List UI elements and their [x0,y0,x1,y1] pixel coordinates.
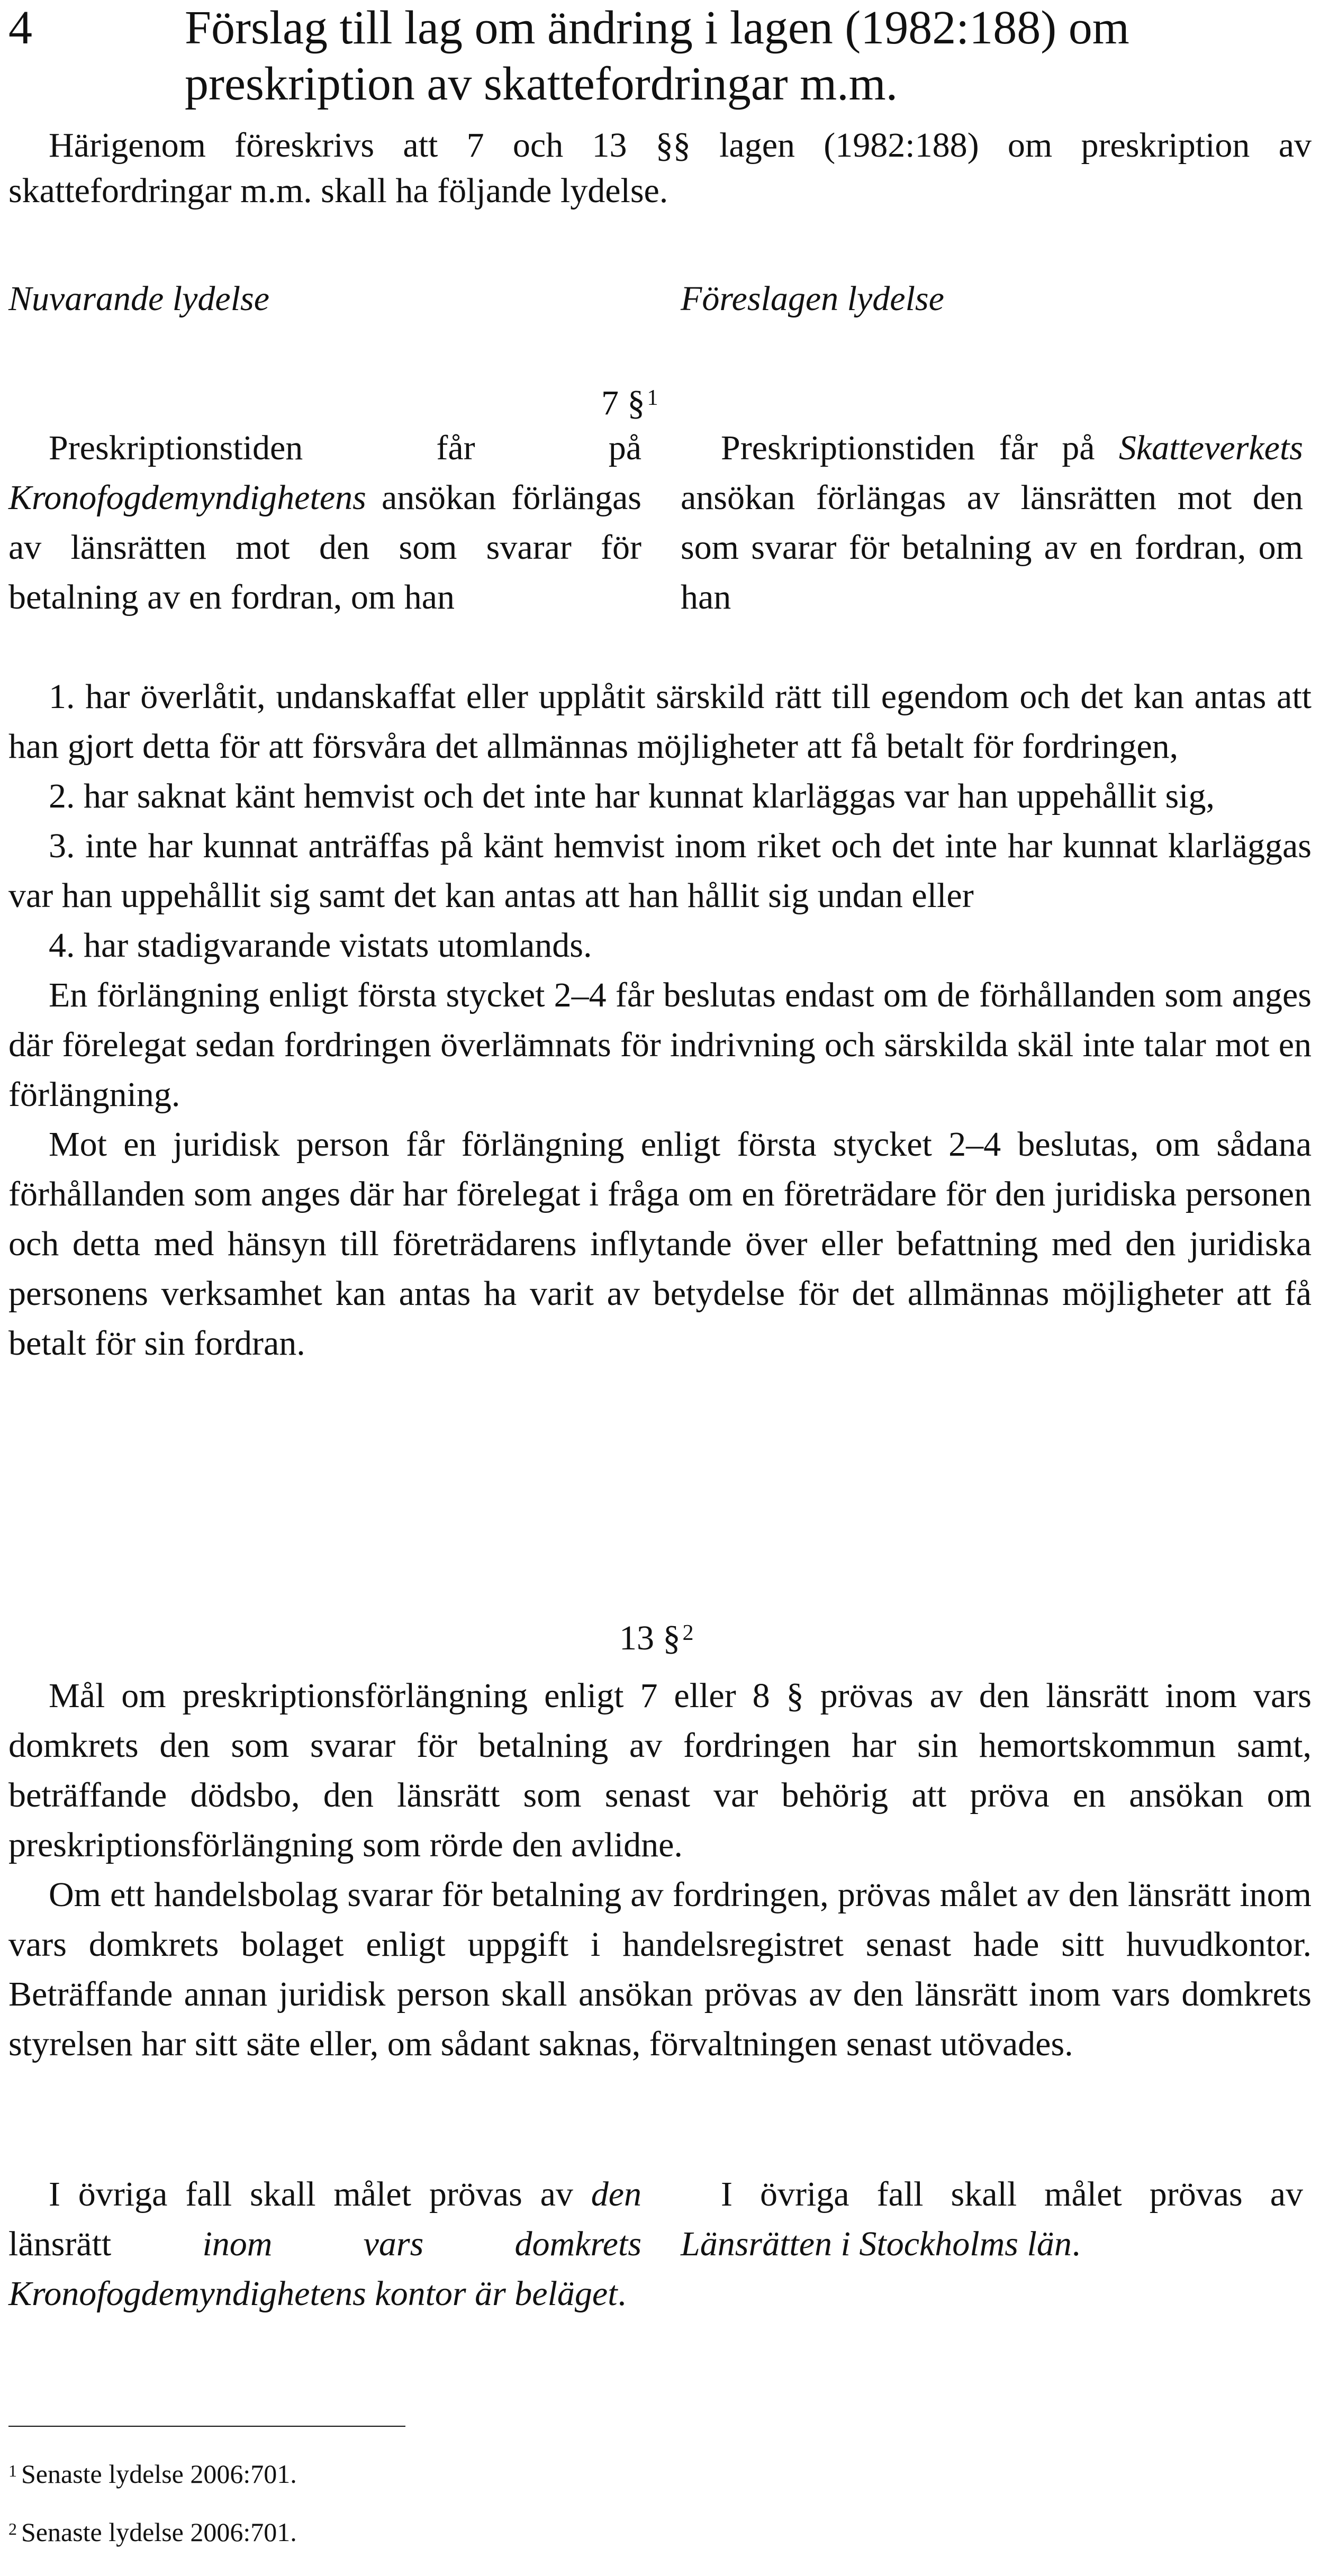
list-item: 4. har stadigvarande vistats utomlands. [49,926,592,965]
section-7-body [8,672,1312,1368]
paragraph-label-text: 7 § [601,384,645,422]
footnote-1 [8,2445,749,2503]
text-run: I övriga fall skall målet prövas av [721,2175,1303,2214]
paragraph-label-13 [619,1617,694,1659]
footnote-text: Senaste lydelse 2006:701. [21,2459,297,2489]
list-item: 2. har saknat känt hemvist och det inte har kunnat klarläggas var han uppehållit sig, [49,777,1215,815]
text-run: Preskriptionstiden får på [721,429,1119,467]
proposed-wording-7 [681,423,1303,622]
body-paragraph: Mot en juridisk person får förlängning enligt första stycket 2–4 beslutas, om sådana förhållanden som anges där har förelegat i fråga om en företrädare för den juridiska personen och detta med hänsyn till företrädarens inflytande över eller befattning med den juridiska personens verksamhet kan antas ha varit av betydelse för det allmännas möjligheter att få betalt för sin fordran. [8,1125,1312,1363]
section-number: 4 [8,2,32,54]
text-run: . [617,2274,627,2313]
proposed-wording-7-text [681,423,1303,622]
text-run: Preskriptionstiden får på [49,429,641,467]
italic-run: Kronofogdemyndighetens [8,478,366,517]
footnote-2 [8,2503,749,2561]
footnote-text: Senaste lydelse 2006:701. [21,2517,297,2547]
section-title: Förslag till lag om ändring i lagen (1982:188) om preskription av skattefordringar m.m. [185,2,1129,110]
current-wording-13 [8,2170,641,2319]
text-run: . [1071,2225,1081,2263]
list-item: 3. inte har kunnat anträffas på känt hemvist inom riket och det inte har kunnat klarläggas var han uppehållit sig samt det kan antas att han hållit sig undan eller [8,827,1312,915]
list-item: 1. har överlåtit, undanskaffat eller upplåtit särskild rätt till egendom och det kan antas att han gjort detta för att försvåra det allmännas möjligheter att få betalt för fordringen, [8,677,1312,766]
body-paragraph: En förlängning enligt första stycket 2–4 får beslutas endast om de förhållanden som anges där förelegat sedan fordringen överlämnats för indrivning och särskilda skäl inte talar mot en förlängning. [8,976,1312,1114]
footnote-number: 2 [8,2519,17,2538]
footnote-number: 1 [8,2461,17,2480]
italic-run: den [591,2175,641,2214]
current-wording-7-text [8,423,641,622]
proposed-wording-13 [681,2170,1303,2269]
current-wording-13-text [8,2170,641,2319]
current-wording-7 [8,423,641,622]
text-run: länsrätt [8,2225,203,2263]
section-13-body [8,1671,1312,2069]
column-heading-current: Nuvarande lydelse [8,279,270,318]
text-run: ansökan förlängas av länsrätten mot den som svarar för betalning av en fordran, om han [8,478,641,616]
proposed-wording-13-text [681,2170,1303,2269]
footnotes [8,2445,749,2561]
italic-run: Länsrätten i Stockholms län [681,2225,1072,2263]
footnote-ref-2: 2 [682,1621,694,1645]
text-run: I övriga fall skall målet prövas av [49,2175,591,2214]
column-heading-proposed: Föreslagen lydelse [681,279,944,318]
italic-run: Skatteverkets [1118,429,1303,467]
body-paragraph: Mål om preskriptionsförlängning enligt 7 eller 8 § prövas av den länsrätt inom vars domkrets den som svarar för betalning av fordringen har sin hemortskommun samt, beträffande dödsbo, den länsrätt som senast var behörig att pröva en ansökan om preskriptionsförlängning som rörde den avlidne. [8,1676,1312,1864]
paragraph-label-7 [601,382,658,424]
footnote-divider [8,2426,405,2427]
intro-paragraph: Härigenom föreskrivs att 7 och 13 §§ lagen (1982:188) om preskription av skattefordringar m.m. skall ha följande lydelse. [8,126,1312,210]
paragraph-label-text: 13 § [619,1619,681,1657]
body-paragraph: Om ett handelsbolag svarar för betalning av fordringen, prövas målet av den länsrätt inom vars domkrets bolaget enligt uppgift i handelsregistret senast hade sitt huvudkontor. Beträffande annan juridisk person skall ansökan prövas av den länsrätt inom vars domkrets styrelsen har sitt säte eller, om sådant saknas, förvaltningen senast utövades. [8,1875,1312,2063]
text-run: ansökan förlängas av länsrätten mot den som svarar för betalning av en fordran, om han [681,478,1303,616]
footnote-ref-1: 1 [647,386,658,410]
italic-run: inom vars domkrets Kronofogdemyndighetens kontor är beläget [8,2225,641,2313]
